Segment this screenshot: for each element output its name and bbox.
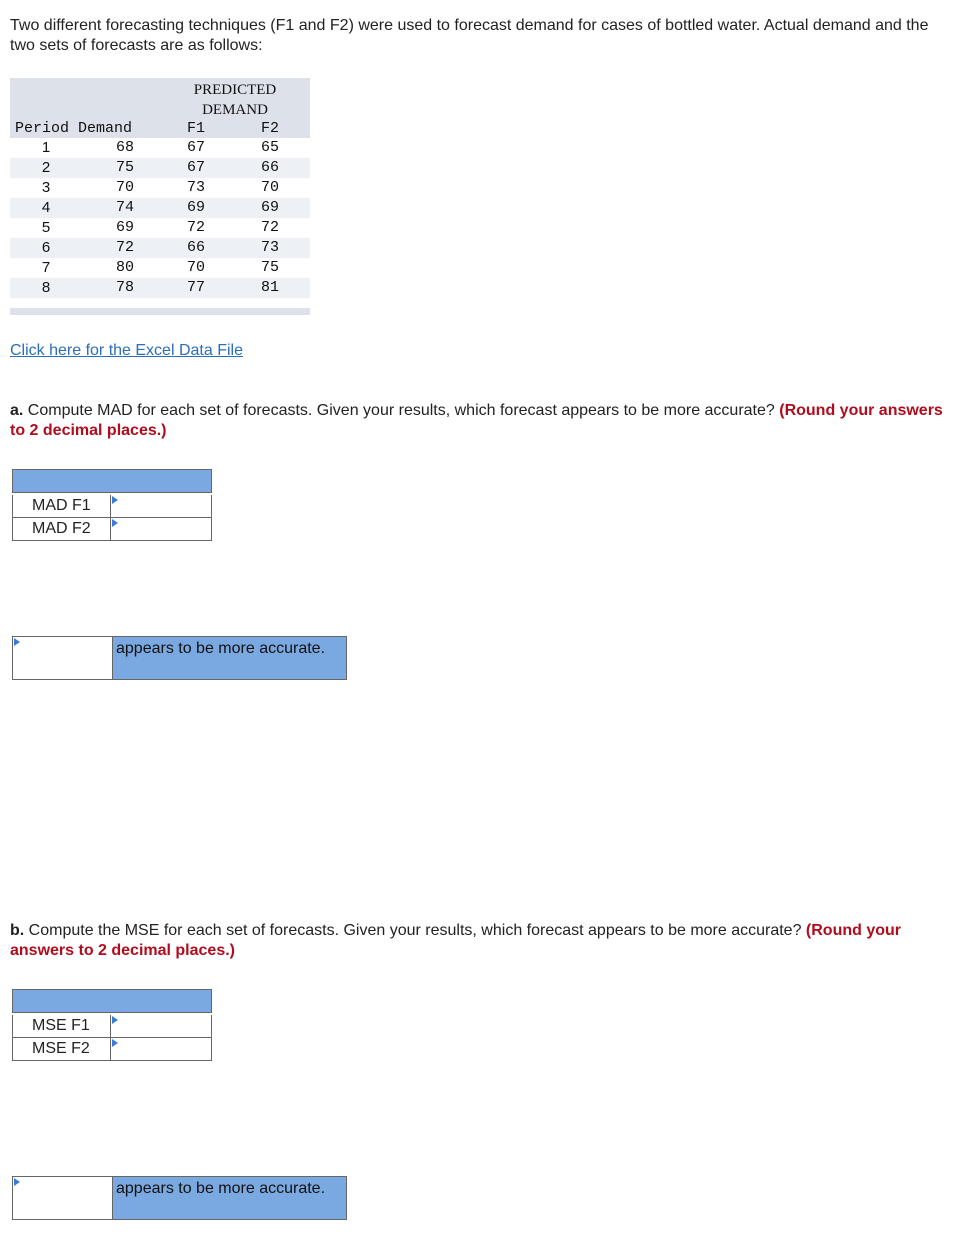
dropdown-marker-icon [14, 638, 20, 646]
mse-f2-row [12, 1038, 212, 1061]
mad-choice-text: appears to be more accurate. [113, 637, 346, 679]
mse-choice-text: appears to be more accurate. [113, 1177, 346, 1219]
demand-cell: 75 [115, 159, 134, 176]
demand-cell: 69 [115, 219, 134, 236]
mad-f1-input[interactable] [111, 495, 211, 517]
f2-header: F2 [261, 120, 280, 137]
mad-f2-row [12, 518, 212, 541]
demand-forecast-table [10, 78, 310, 315]
period-cell: 8 [41, 279, 51, 296]
mse-answer-grid [12, 989, 212, 1061]
question-a-prefix: a. [10, 402, 24, 419]
f1-cell: 66 [187, 239, 206, 256]
mse-f1-row [12, 1015, 212, 1038]
f2-cell: 70 [261, 179, 280, 196]
mse-f1-input[interactable] [111, 1015, 211, 1037]
f2-cell: 73 [261, 239, 280, 256]
mad-answer-grid [12, 469, 212, 541]
input-marker-icon [112, 1016, 118, 1024]
table-row [10, 198, 310, 218]
f2-cell: 72 [261, 219, 280, 236]
demand-cell: 70 [115, 179, 134, 196]
table-row [10, 258, 310, 278]
mad-f2-input[interactable] [111, 518, 211, 540]
demand-cell: 72 [115, 239, 134, 256]
input-marker-icon [112, 496, 118, 504]
mad-forecast-select[interactable] [13, 637, 113, 679]
table-row [10, 158, 310, 178]
table-row [10, 278, 310, 298]
mse-grid-header [12, 989, 212, 1013]
question-a-round-note: (Round your answers to 2 decimal places.) [10, 402, 943, 439]
f2-cell: 65 [261, 139, 280, 156]
period-cell: 6 [41, 239, 51, 256]
table-header [10, 78, 310, 138]
input-marker-icon [112, 519, 118, 527]
predicted-header-line1: PREDICTED [193, 82, 277, 98]
demand-cell: 74 [115, 199, 134, 216]
mse-forecast-select[interactable] [13, 1177, 113, 1219]
f2-cell: 69 [261, 199, 280, 216]
f1-header: F1 [187, 120, 206, 137]
demand-cell: 78 [115, 279, 134, 296]
question-b-prefix: b. [10, 922, 25, 939]
intro-text: Two different forecasting techniques (F1 and F2) were used to forecast demand for cases of bottled water. Actual demand and the two sets of forecasts are as follows: [10, 17, 929, 54]
period-demand-header: Period Demand [15, 120, 133, 137]
table-footer-bar [10, 308, 310, 315]
question-b-text: Compute the MSE for each set of forecasts. Given your results, which forecast appears to be more accurate? [24, 922, 806, 939]
mad-f1-label: MAD F1 [13, 495, 111, 517]
f1-cell: 77 [187, 279, 206, 296]
question-a-text: Compute MAD for each set of forecasts. Given your results, which forecast appears to be more accurate? [23, 402, 780, 419]
period-cell: 4 [41, 199, 51, 216]
demand-cell: 80 [115, 259, 134, 276]
table-row [10, 218, 310, 238]
f1-cell: 67 [187, 139, 206, 156]
question-b-round-note: (Round your answers to 2 decimal places.) [10, 922, 902, 959]
demand-cell: 68 [115, 139, 134, 156]
mse-f2-label: MSE F2 [13, 1038, 111, 1060]
period-cell: 5 [41, 219, 51, 236]
dropdown-marker-icon [14, 1178, 20, 1186]
table-row [10, 178, 310, 198]
predicted-header-line2: DEMAND [202, 102, 268, 118]
mad-f1-row [12, 495, 212, 518]
f1-cell: 67 [187, 159, 206, 176]
mse-f1-label: MSE F1 [13, 1015, 111, 1037]
mse-accuracy-choice [12, 1176, 347, 1220]
f1-cell: 69 [187, 199, 206, 216]
table-row [10, 138, 310, 158]
mad-grid-header [12, 469, 212, 493]
f2-cell: 81 [261, 279, 280, 296]
period-cell: 7 [41, 259, 51, 276]
period-cell: 2 [41, 159, 51, 176]
question-a [10, 401, 950, 441]
f1-cell: 70 [187, 259, 206, 276]
table-row [10, 238, 310, 258]
period-cell: 1 [41, 139, 51, 156]
input-marker-icon [112, 1039, 118, 1047]
mad-accuracy-choice [12, 636, 347, 680]
f1-cell: 72 [187, 219, 206, 236]
f2-cell: 66 [261, 159, 280, 176]
f1-cell: 73 [187, 179, 206, 196]
f2-cell: 75 [261, 259, 280, 276]
predicted-demand-header [185, 80, 285, 120]
excel-data-link[interactable]: Click here for the Excel Data File [10, 342, 243, 359]
question-b [10, 921, 950, 961]
period-cell: 3 [41, 179, 51, 196]
mad-f2-label: MAD F2 [13, 518, 111, 540]
mse-f2-input[interactable] [111, 1038, 211, 1060]
